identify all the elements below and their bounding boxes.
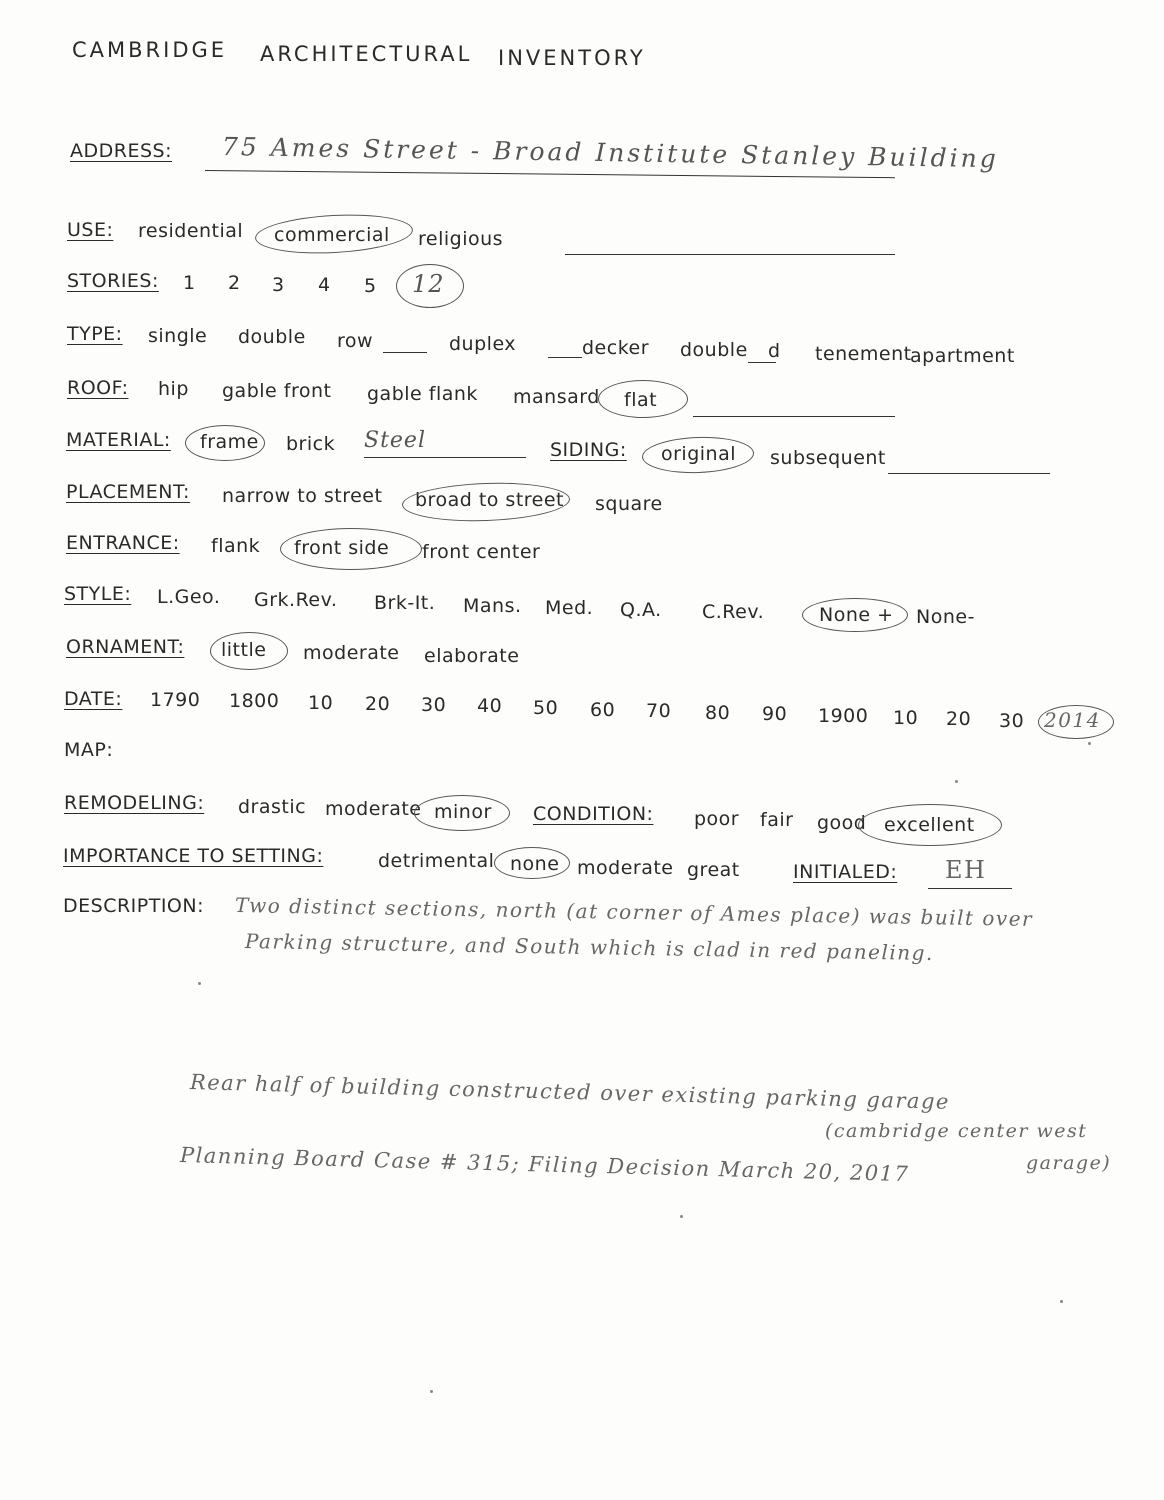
condition-label: CONDITION:: [533, 803, 654, 825]
style-option-mans[interactable]: Mans.: [463, 595, 522, 617]
initialed-label: INITIALED:: [793, 861, 898, 883]
remodeling-option-drastic[interactable]: drastic: [238, 796, 307, 818]
type-option-d[interactable]: d: [768, 340, 781, 362]
address-line: [205, 170, 895, 178]
entrance-option-front-center[interactable]: front center: [422, 541, 541, 563]
stories-option-1[interactable]: 1: [183, 272, 196, 294]
remodeling-option-minor[interactable]: minor: [434, 801, 492, 823]
style-option-crev[interactable]: C.Rev.: [702, 601, 765, 623]
stories-option-2[interactable]: 2: [228, 272, 241, 294]
date-option-90[interactable]: 90: [762, 703, 788, 725]
importance-option-moderate[interactable]: moderate: [577, 857, 674, 879]
use-label: USE:: [67, 219, 114, 241]
ornament-option-moderate[interactable]: moderate: [303, 642, 400, 664]
style-option-qa[interactable]: Q.A.: [620, 599, 662, 621]
style-option-grkrev[interactable]: Grk.Rev.: [254, 589, 338, 611]
entrance-option-flank[interactable]: flank: [211, 535, 261, 557]
roof-label: ROOF:: [67, 377, 129, 399]
use-option-religious[interactable]: religious: [418, 228, 504, 250]
entrance-option-front-side[interactable]: front side: [294, 537, 390, 559]
type-option-double[interactable]: double: [238, 326, 306, 348]
style-label: STYLE:: [64, 583, 132, 605]
address-value[interactable]: 75 Ames Street - Broad Institute Stanley Building: [221, 132, 999, 174]
form-title-cambridge: CAMBRIDGE: [72, 38, 228, 62]
placement-option-broad[interactable]: broad to street: [415, 489, 565, 511]
stories-option-4[interactable]: 4: [318, 274, 331, 296]
date-option-1910[interactable]: 10: [893, 707, 919, 729]
use-option-commercial[interactable]: commercial: [274, 224, 390, 246]
description-line-1[interactable]: Two distinct sections, north (at corner of Ames place) was built over: [234, 893, 1034, 931]
condition-option-good[interactable]: good: [817, 812, 867, 834]
siding-option-subsequent[interactable]: subsequent: [770, 447, 886, 469]
type-option-apartment[interactable]: apartment: [910, 345, 1015, 367]
material-option-brick[interactable]: brick: [286, 433, 336, 455]
type-decker-blank: [548, 357, 582, 358]
entrance-label: ENTRANCE:: [66, 532, 180, 554]
roof-option-gable-front[interactable]: gable front: [222, 380, 332, 402]
importance-label: IMPORTANCE TO SETTING:: [63, 845, 324, 867]
scan-speck: [1060, 1300, 1063, 1303]
use-option-residential[interactable]: residential: [138, 220, 244, 242]
type-option-tenement[interactable]: tenement: [815, 343, 912, 365]
type-option-decker[interactable]: decker: [582, 337, 650, 359]
style-option-lgeo[interactable]: L.Geo.: [157, 586, 221, 608]
type-row-blank: [383, 352, 427, 353]
description-label: DESCRIPTION:: [63, 895, 205, 917]
scan-speck: [430, 1390, 433, 1393]
remodeling-label: REMODELING:: [64, 792, 205, 814]
condition-option-excellent[interactable]: excellent: [884, 814, 975, 836]
placement-option-narrow[interactable]: narrow to street: [222, 485, 383, 507]
date-option-1930[interactable]: 30: [999, 710, 1025, 732]
roof-option-mansard[interactable]: mansard: [513, 386, 600, 408]
material-option-frame[interactable]: frame: [200, 431, 259, 453]
date-option-50[interactable]: 50: [533, 697, 559, 719]
condition-option-poor[interactable]: poor: [694, 808, 740, 830]
type-option-duplex[interactable]: duplex: [449, 333, 517, 355]
use-blank-line: [565, 254, 895, 255]
stories-value[interactable]: 12: [412, 270, 445, 298]
date-option-10[interactable]: 10: [308, 692, 334, 714]
form-title-architectural: ARCHITECTURAL: [260, 42, 473, 66]
date-option-1800[interactable]: 1800: [229, 690, 280, 712]
siding-label: SIDING:: [550, 439, 627, 461]
description-note-3[interactable]: garage): [1026, 1152, 1112, 1174]
style-option-none-minus[interactable]: None-: [916, 606, 975, 628]
style-option-none-plus[interactable]: None +: [819, 604, 894, 626]
roof-option-hip[interactable]: hip: [158, 378, 189, 400]
material-label: MATERIAL:: [66, 429, 171, 451]
importance-option-none[interactable]: none: [510, 853, 560, 875]
roof-option-gable-flank[interactable]: gable flank: [367, 383, 478, 405]
description-note-2[interactable]: (cambridge center west: [825, 1120, 1088, 1142]
stories-option-3[interactable]: 3: [272, 274, 285, 296]
roof-blank-line: [693, 416, 895, 417]
importance-option-great[interactable]: great: [687, 859, 740, 881]
material-blank-line: [364, 457, 526, 458]
date-option-60[interactable]: 60: [590, 699, 616, 721]
importance-option-detrimental[interactable]: detrimental: [378, 850, 495, 872]
description-note-1[interactable]: Rear half of building constructed over existing parking garage: [189, 1070, 951, 1114]
ornament-option-little[interactable]: little: [221, 639, 267, 661]
form-title-inventory: INVENTORY: [498, 46, 646, 70]
type-option-row[interactable]: row: [337, 330, 374, 352]
style-option-med[interactable]: Med.: [545, 597, 594, 619]
style-option-brkit[interactable]: Brk-It.: [374, 592, 436, 614]
placement-label: PLACEMENT:: [66, 481, 190, 503]
description-line-2[interactable]: Parking structure, and South which is clad in red paneling.: [244, 929, 935, 966]
address-label: ADDRESS:: [70, 140, 172, 162]
stories-option-5[interactable]: 5: [364, 275, 377, 297]
initialed-blank-line: [928, 888, 1012, 889]
placement-option-square[interactable]: square: [595, 493, 663, 515]
type-option-single[interactable]: single: [148, 325, 208, 347]
date-option-80[interactable]: 80: [705, 702, 731, 724]
date-option-1920[interactable]: 20: [946, 708, 972, 730]
date-option-1900[interactable]: 1900: [818, 705, 869, 727]
map-label: MAP:: [64, 739, 114, 761]
date-option-40[interactable]: 40: [477, 695, 503, 717]
date-option-30[interactable]: 30: [421, 694, 447, 716]
date-label: DATE:: [64, 688, 123, 710]
date-option-1790[interactable]: 1790: [150, 689, 201, 711]
stories-label: STORIES:: [67, 270, 159, 292]
scan-speck: [955, 780, 958, 783]
date-option-70[interactable]: 70: [646, 700, 672, 722]
type-option-double-d[interactable]: double: [680, 339, 748, 361]
type-label: TYPE:: [67, 323, 123, 345]
date-option-20[interactable]: 20: [365, 693, 391, 715]
date-value[interactable]: 2014: [1044, 708, 1101, 732]
description-note-4[interactable]: Planning Board Case # 315; Filing Decision March 20, 2017: [179, 1143, 910, 1187]
scan-speck: [680, 1215, 683, 1218]
siding-blank-line: [888, 473, 1050, 474]
ornament-option-elaborate[interactable]: elaborate: [424, 645, 520, 667]
remodeling-option-moderate[interactable]: moderate: [325, 798, 422, 820]
scan-speck: [198, 982, 201, 985]
siding-option-original[interactable]: original: [661, 443, 737, 465]
roof-option-flat[interactable]: flat: [624, 389, 658, 411]
condition-option-fair[interactable]: fair: [760, 809, 794, 831]
initialed-value[interactable]: EH: [945, 856, 987, 884]
scan-speck: [1088, 742, 1091, 745]
material-other-value[interactable]: Steel: [364, 428, 426, 453]
ornament-label: ORNAMENT:: [66, 636, 185, 658]
type-double-d-blank: [748, 362, 776, 363]
